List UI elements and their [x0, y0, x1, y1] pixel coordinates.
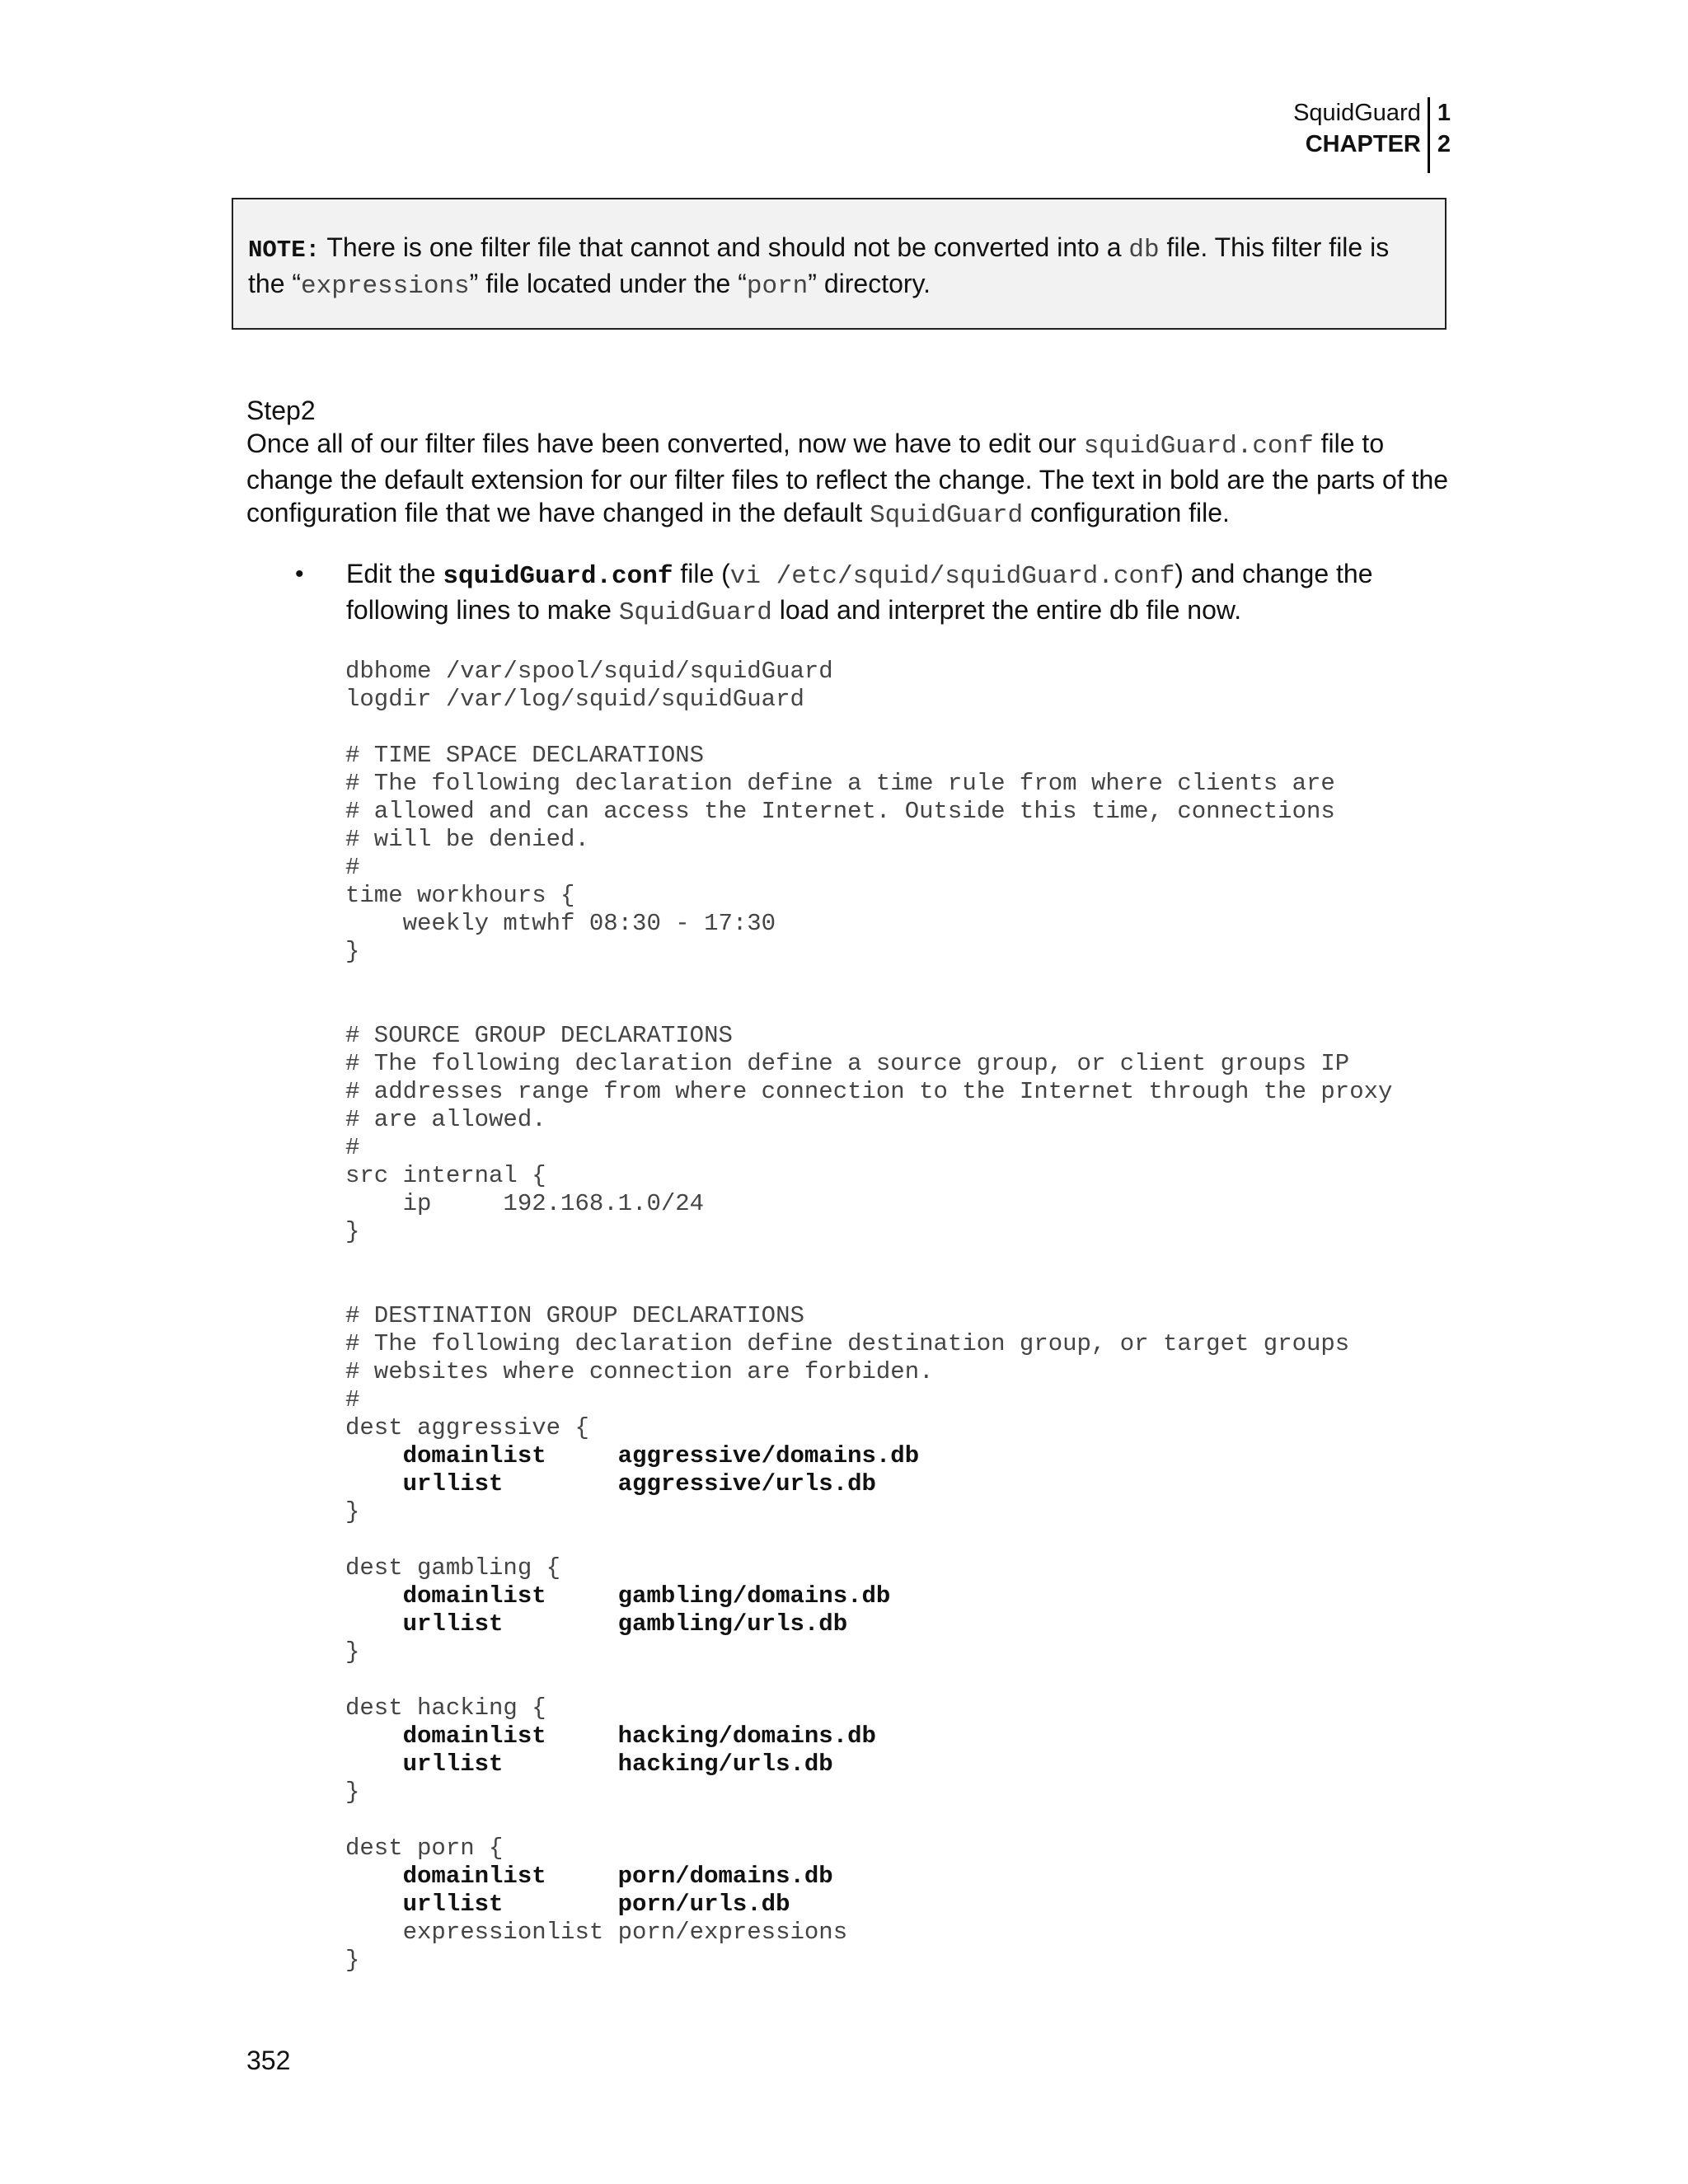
code-line: [345, 1807, 1450, 1835]
code-line: urllist hacking/urls.db: [345, 1750, 833, 1778]
code-line: dest gambling {: [345, 1554, 561, 1582]
bullet-text-2: file (: [673, 559, 730, 588]
code-line: dest hacking {: [345, 1694, 546, 1722]
note-box: [232, 198, 1447, 330]
code-line: # The following declaration define a time rule from where clients are: [345, 770, 1335, 797]
note-label: NOTE:: [248, 237, 321, 264]
code-line: domainlist aggressive/domains.db: [345, 1442, 920, 1469]
code-line: urllist aggressive/urls.db: [345, 1470, 876, 1497]
note-code-porn: porn: [746, 272, 809, 301]
bullet-item: [295, 557, 1449, 630]
code-line: ip 192.168.1.0/24: [345, 1190, 705, 1217]
code-line: urllist gambling/urls.db: [345, 1610, 848, 1638]
bullet-text: [346, 557, 1449, 630]
note-code-expressions: expressions: [301, 272, 470, 301]
step-paragraph: [246, 427, 1450, 532]
code-line: domainlist gambling/domains.db: [345, 1582, 891, 1610]
bullet-text-1: Edit the: [346, 559, 443, 588]
page-number: 352: [246, 2046, 291, 2075]
chapter-label: CHAPTER: [1305, 131, 1421, 157]
code-line: # DESTINATION GROUP DECLARATIONS: [345, 1302, 804, 1329]
code-line: # will be denied.: [345, 826, 589, 853]
step-text-2: file to change the default extension for our filter files to reflect the change. The text in bold are the parts of the configuration file that we have changed in the default: [246, 429, 1449, 527]
code-line: # allowed and can access the Internet. Outside this time, connections: [345, 798, 1335, 825]
header-labels: [1293, 97, 1428, 173]
chapter-number: [1430, 97, 1451, 173]
note-text-4: ” directory.: [808, 269, 931, 298]
chapter-number-digit-2: 2: [1437, 131, 1451, 157]
code-line: # are allowed.: [345, 1106, 546, 1133]
bullet-text-3: ) and change the following lines to make: [346, 559, 1373, 625]
code-line: }: [345, 1638, 360, 1666]
code-line: src internal {: [345, 1162, 546, 1189]
code-line: # websites where connection are forbiden.: [345, 1358, 934, 1385]
code-line: dest aggressive {: [345, 1414, 589, 1441]
code-line: }: [345, 1947, 360, 1974]
config-code-listing: [345, 658, 1450, 1975]
code-line: [345, 1666, 1450, 1694]
bullet-marker: •: [295, 560, 304, 588]
step-text-1: Once all of our filter files have been converted, now we have to edit our: [246, 429, 1084, 458]
code-line: logdir /var/log/squid/squidGuard: [345, 686, 804, 713]
note-text-1: There is one filter file that cannot and should not be converted into a: [320, 232, 1129, 262]
code-line: [345, 1274, 1450, 1302]
code-line: [345, 1246, 1450, 1274]
code-line: domainlist porn/domains.db: [345, 1863, 833, 1890]
code-line: dest porn {: [345, 1835, 504, 1862]
code-line: [345, 966, 1450, 994]
code-line: dbhome /var/spool/squid/squidGuard: [345, 658, 833, 685]
code-line: # The following declaration define a source group, or client groups IP: [345, 1050, 1350, 1077]
code-line: # addresses range from where connection to the Internet through the proxy: [345, 1078, 1393, 1105]
code-line: time workhours {: [345, 882, 575, 909]
bullet-text-4: load and interpret the entire db file now.: [771, 595, 1242, 625]
note-text-2: file. This filter file is the “: [248, 232, 1390, 298]
code-line: #: [345, 1134, 360, 1161]
code-line: # SOURCE GROUP DECLARATIONS: [345, 1022, 733, 1049]
code-line: domainlist hacking/domains.db: [345, 1722, 876, 1750]
book-title: SquidGuard: [1293, 100, 1421, 126]
code-line: [345, 1526, 1450, 1554]
code-line: }: [345, 1218, 360, 1245]
code-line: weekly mtwhf 08:30 - 17:30: [345, 910, 776, 937]
note-code-db: db: [1128, 236, 1160, 265]
running-header: [1293, 97, 1451, 173]
step-section: [246, 394, 1450, 532]
bullet-code-squidguard: SquidGuard: [618, 598, 772, 627]
code-line: expressionlist porn/expressions: [345, 1919, 848, 1946]
step-title: Step2: [246, 396, 316, 425]
code-line: [345, 714, 1450, 742]
step-code-squidguard: SquidGuard: [870, 501, 1024, 530]
bullet-code-command: vi /etc/squid/squidGuard.conf: [729, 562, 1175, 591]
step-text-3: configuration file.: [1023, 498, 1230, 527]
code-line: #: [345, 1386, 360, 1413]
bullet-code-conf: squidGuard.conf: [443, 562, 673, 591]
step-code-conf: squidGuard.conf: [1083, 432, 1314, 461]
note-text-3: ” file located under the “: [469, 269, 747, 298]
chapter-number-digit-1: 1: [1437, 100, 1451, 126]
code-line: }: [345, 1779, 360, 1806]
code-line: #: [345, 854, 360, 881]
code-line: [345, 994, 1450, 1022]
code-line: # TIME SPACE DECLARATIONS: [345, 742, 705, 769]
code-line: }: [345, 938, 360, 965]
code-line: urllist porn/urls.db: [345, 1891, 790, 1918]
code-line: # The following declaration define destination group, or target groups: [345, 1330, 1350, 1357]
code-line: }: [345, 1498, 360, 1526]
